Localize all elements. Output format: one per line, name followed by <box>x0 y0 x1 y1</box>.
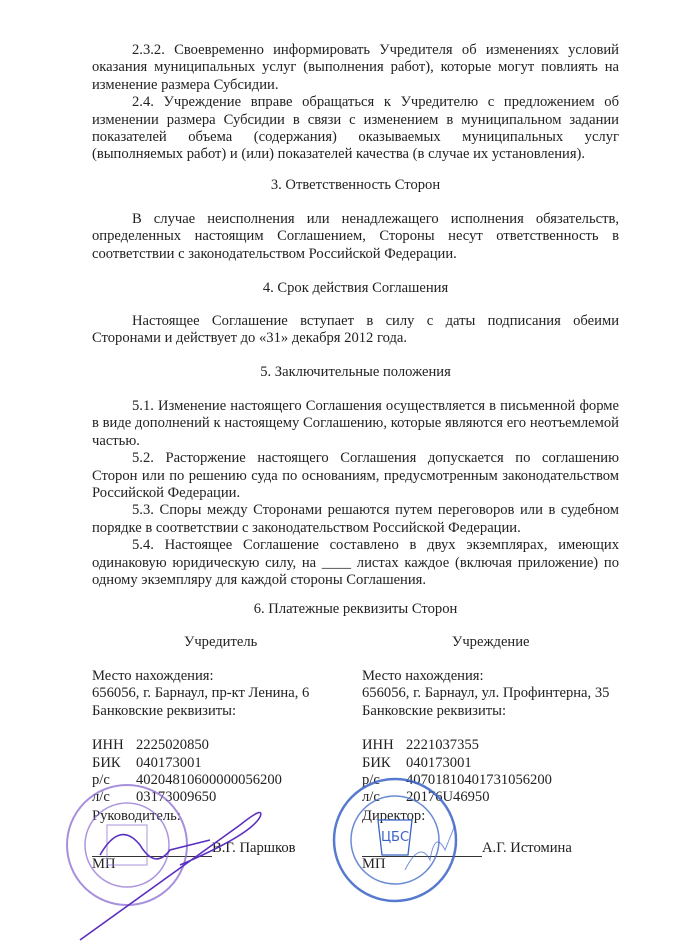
bank-label: Банковские реквизиты: <box>362 702 506 719</box>
section-3-title: 3. Ответственность Сторон <box>270 177 441 193</box>
bank-label: Банковские реквизиты: <box>92 702 236 719</box>
bik-row: БИК 040173001 <box>362 754 472 771</box>
party-institution-heading: Учреждение <box>452 634 530 650</box>
inn-row: ИНН 2221037355 <box>362 737 479 754</box>
institution-signer-name: А.Г. Истомина <box>482 840 572 856</box>
clause-5-4: 5.4. Настоящее Соглашение составлено в двух экземплярах, имеющих одинаковую юридическую силу, на ____ листах каждое (включая приложение) по одному экземпляру для каждой стороны Соглашения. <box>92 537 619 589</box>
institution-signature <box>400 820 460 880</box>
institution-signer-role: Директор: <box>362 808 426 824</box>
address: 656056, г. Барнаул, пр-кт Ленина, 6 <box>92 685 310 702</box>
location-label: Место нахождения: <box>362 668 484 684</box>
section-5-title: 5. Заключительные положения <box>260 364 451 380</box>
clause-2-3-2-and-2-4 <box>92 42 619 164</box>
rs-row: р/с 40701810401731056200 <box>362 772 552 789</box>
section-4-text: Настоящее Соглашение вступает в силу с даты подписания обеими Сторонами и действует до «31» декабря 2012 года. <box>92 313 619 347</box>
inn-row: ИНН 2225020850 <box>92 737 209 754</box>
founder-signer-role: Руководитель: <box>92 808 181 824</box>
section-5-items <box>92 398 619 589</box>
ls-row: л/с 20176U46950 <box>362 789 490 806</box>
founder-mp: МП <box>92 856 116 872</box>
clause-2-3-2: 2.3.2. Своевременно информировать Учредителя об изменениях условий оказания муниципальных услуг (выполнения работ), которые могут повлиять на изменение размера Субсидии. <box>92 42 619 93</box>
founder-signer-name: В.Г. Паршков <box>212 840 296 856</box>
institution-mp: МП <box>362 856 386 872</box>
address: 656056, г. Барнаул, ул. Профинтерна, 35 <box>362 685 610 702</box>
party-founder-heading: Учредитель <box>184 634 258 650</box>
rs-row: р/с 40204810600000056200 <box>92 772 282 789</box>
location-label: Место нахождения: <box>92 668 214 684</box>
clause-5-3: 5.3. Споры между Сторонами решаются путем переговоров или в судебном порядке в соответствии с законодательством Российской Федерации. <box>92 502 619 536</box>
clause-5-2: 5.2. Расторжение настоящего Соглашения допускается по соглашению Сторон или по решению суда по основаниям, предусмотренным законодательством Российской Федерации. <box>92 450 619 502</box>
svg-text:ЦБС: ЦБС <box>380 830 410 845</box>
clause-2-4: 2.4. Учреждение вправе обращаться к Учредителю с предложением об изменении размера Субсидии в связи с изменением в муниципальном задании показателей объема (содержания) оказываемых муниципальных услуг (выполняемых работ) и (или) показателей качества (в случае их установления). <box>92 94 619 163</box>
section-3-text: В случае неисполнения или ненадлежащего исполнения обязательств, определенных настоящим Соглашением, Стороны несут ответственность в соответствии с законодательством Российской Федерации. <box>92 211 619 262</box>
clause-5-1: 5.1. Изменение настоящего Соглашения осуществляется в письменной форме в виде дополнений к настоящему Соглашению, которые являются его неотъемлемой частью. <box>92 398 619 449</box>
bik-row: БИК 040173001 <box>92 754 202 771</box>
section-6-title: 6. Платежные реквизиты Сторон <box>253 601 458 617</box>
section-4-title: 4. Срок действия Соглашения <box>262 280 449 296</box>
ls-row: л/с 03173009650 <box>92 789 217 806</box>
